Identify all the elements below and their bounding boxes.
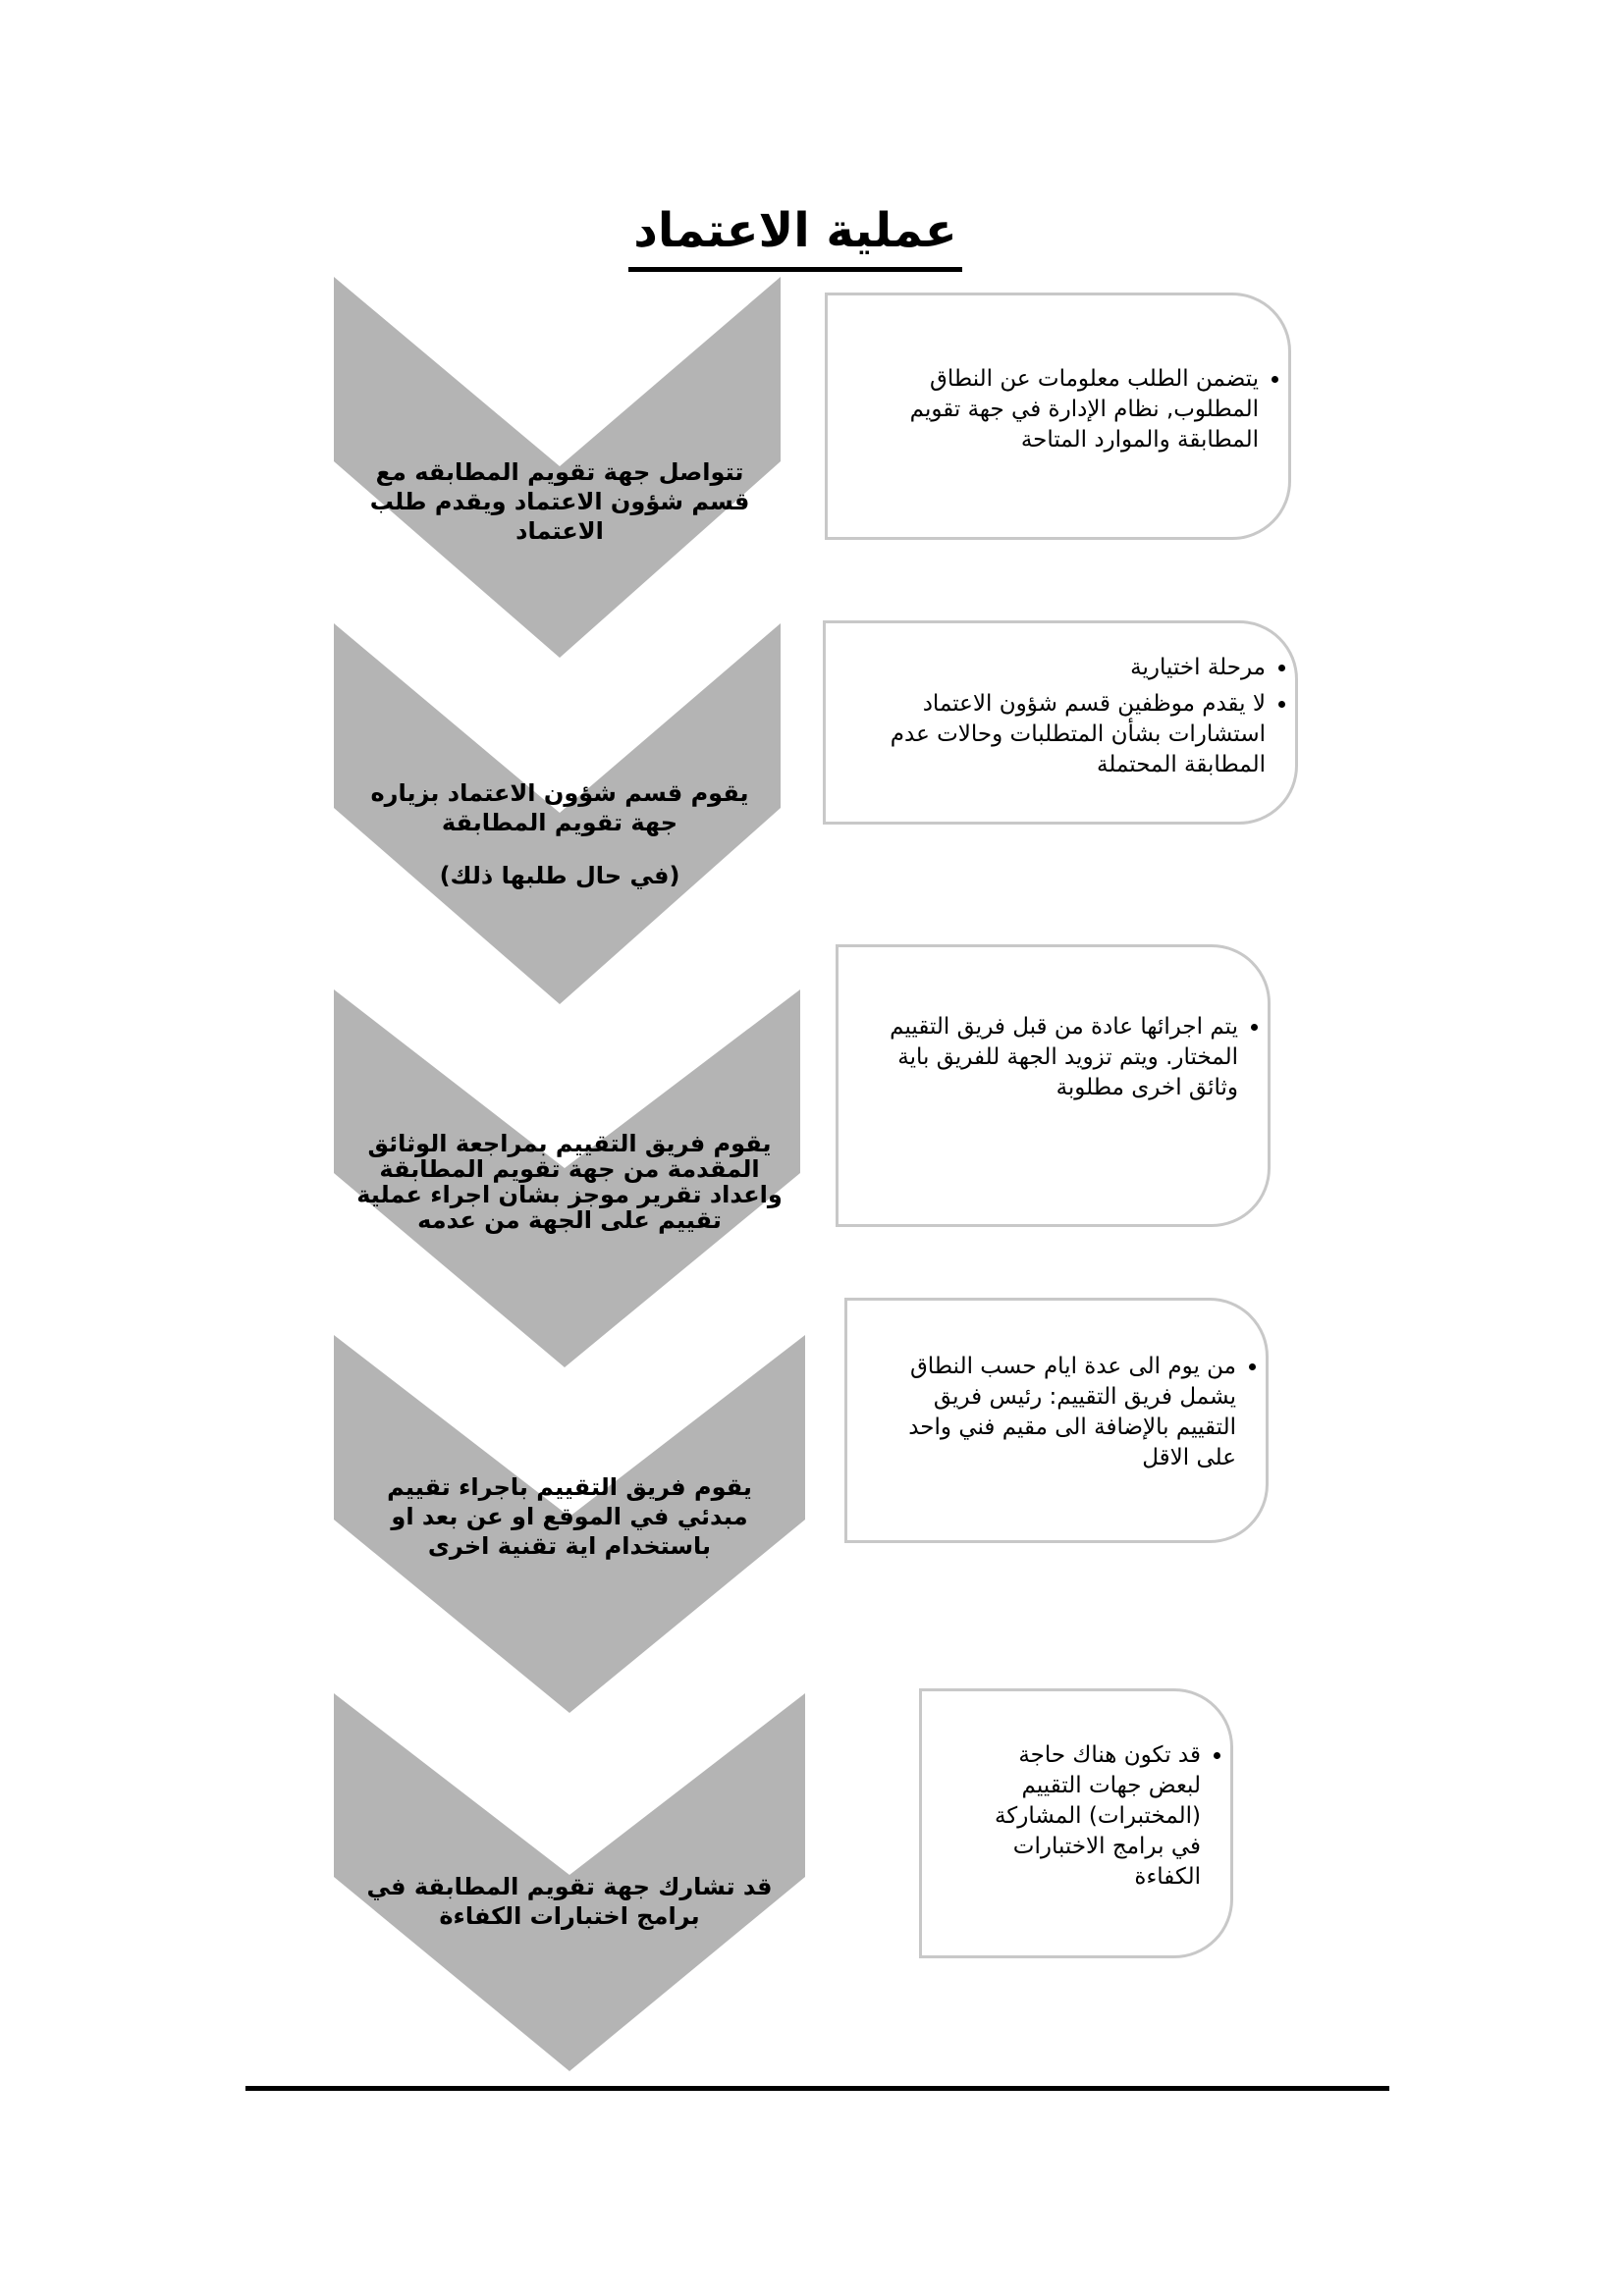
page-title: عملية الاعتماد <box>628 194 962 272</box>
step-5-text: قد تشارك جهة تقويم المطابقة في برامج اختبارات الكفاءة <box>366 1873 773 1930</box>
step-4-text: يقوم فريق التقييم باجراء تقييم مبدئي في الموقع او عن بعد او باستخدام اية تقنية اخرى <box>387 1473 752 1560</box>
info-2-item-1: • مرحلة اختيارية <box>853 653 1266 683</box>
info-5-item-1: • قد تكون هناك حاجة لبعض جهات التقييم (المختبرات) المشاركة في برامج الاختبارات الكفاءة <box>965 1740 1201 1893</box>
step-2-note: (في حال طلبها ذلك) <box>439 862 680 889</box>
info-box-2 <box>823 620 1298 825</box>
step-2-text: يقوم قسم شؤون الاعتماد بزياره جهة تقويم المطابقة <box>370 779 749 836</box>
info-box-1 <box>825 293 1291 540</box>
info-box-3 <box>836 944 1271 1227</box>
info-box-5 <box>919 1688 1233 1958</box>
info-3-item-1: • يتم اجرائها عادة من قبل فريق التقييم المختار. ويتم تزويد الجهة للفريق باية وثائق اخرى مطلوبة <box>885 1012 1238 1103</box>
info-2-item-2: • لا يقدم موظفين قسم شؤون الاعتماد استشارات بشأن المتطلبات وحالات عدم المطابقة المحتملة <box>853 689 1266 780</box>
step-1-text: تتواصل جهة تقويم المطابقه مع قسم شؤون الاعتماد ويقدم طلب الاعتماد <box>369 458 750 545</box>
info-4-item-1: • من يوم الى عدة ايام حسب النطاق يشمل فريق التقييم: رئيس فريق التقييم بالإضافة الى مقيم فني واحد على الاقل <box>883 1352 1236 1473</box>
info-1-item-1: • يتضمن الطلب معلومات عن النطاق المطلوب, نظام الإدارة في جهة تقويم المطابقة والموارد المتاحة <box>856 364 1259 455</box>
info-box-4 <box>844 1298 1269 1543</box>
bottom-rule <box>245 2086 1389 2091</box>
step-3-text: يقوم فريق التقييم بمراجعة الوثائق المقدمة من جهة تقويم المطابقة واعداد تقرير موجز بشان اجراء عملية تقييم على الجهة من عدمه <box>356 1130 783 1234</box>
